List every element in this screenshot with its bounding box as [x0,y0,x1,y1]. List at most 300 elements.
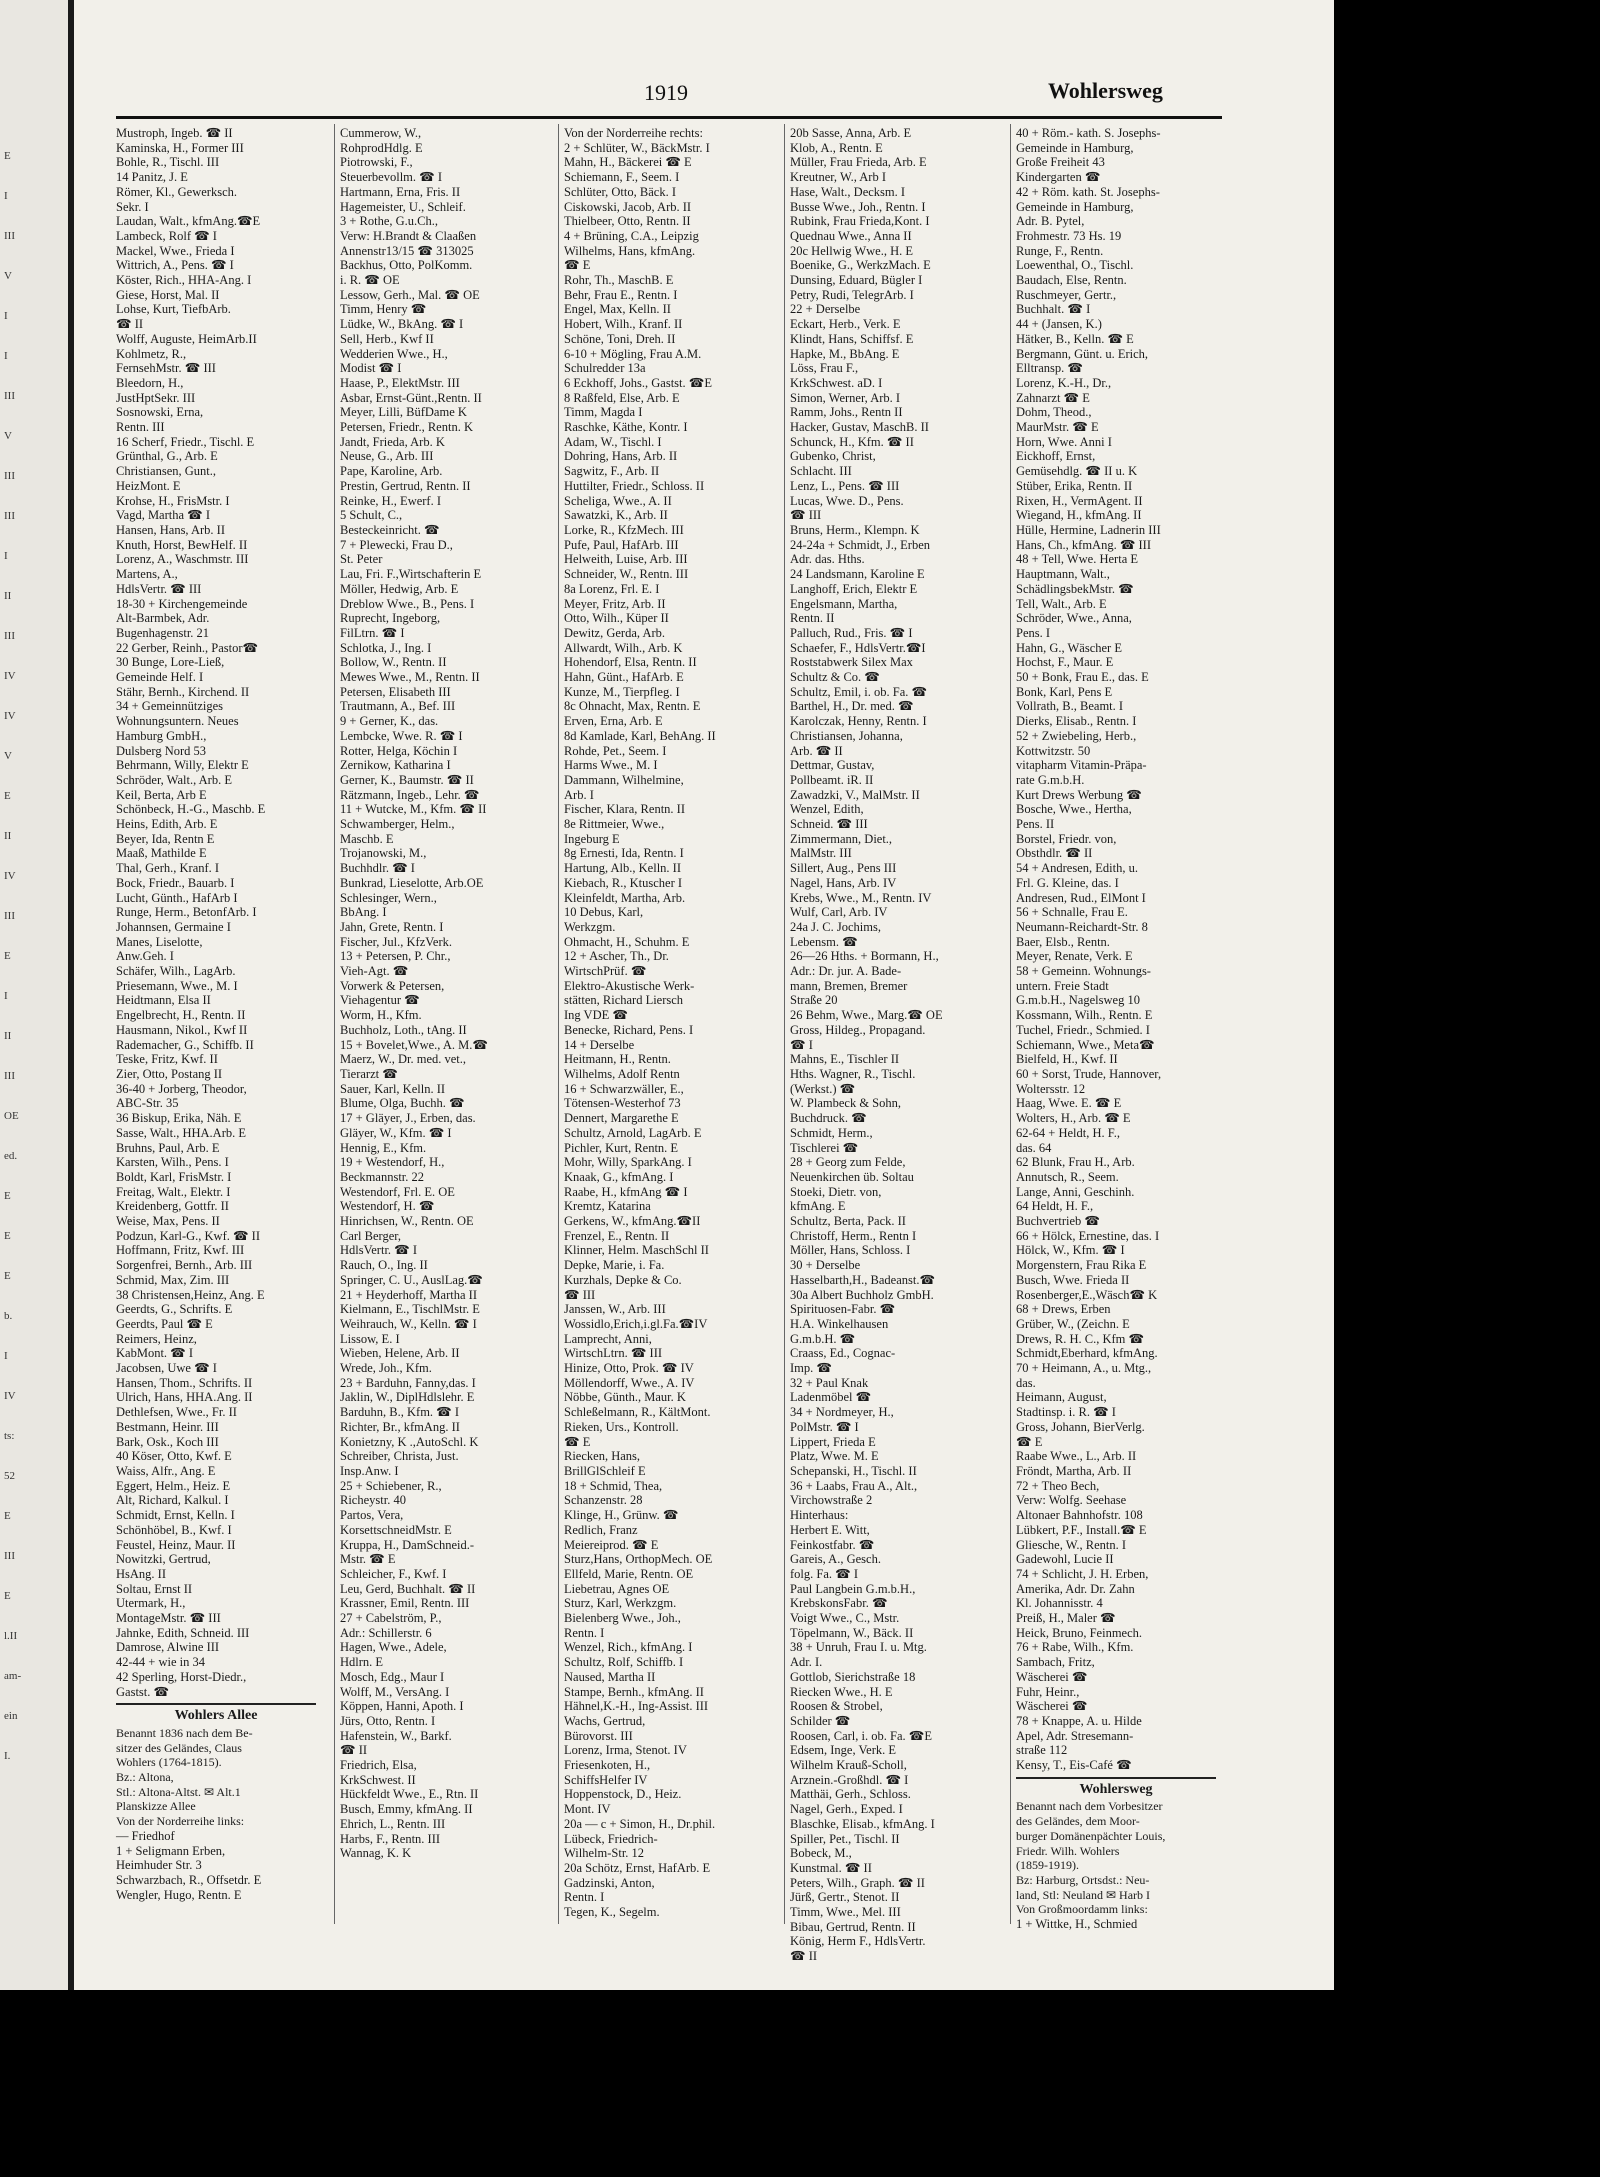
directory-entry: Roststabwerk Silex Max [790,655,913,670]
directory-entry: Schöne, Toni, Dreh. II [564,331,676,346]
directory-entry: Depke, Marie, i. Fa. [564,1258,665,1273]
directory-entry: Konietzny, K .,AutoSchl. K [340,1434,479,1449]
directory-entry: Schlesinger, Wern., [340,890,437,905]
directory-entry: Stähr, Bernh., Kirchend. II [116,684,250,699]
directory-entry: Anw.Geh. I [116,949,174,964]
directory-entry: Buchdruck. ☎ [790,1111,867,1126]
directory-entry: Keil, Berta, Arb E [116,787,207,802]
directory-entry: 8a Lorenz, Frl. E. I [564,581,660,596]
directory-entry: H.A. Winkelhausen [790,1316,889,1331]
directory-entry: Mahns, E., Tischler II [790,1052,900,1067]
directory-entry: Morgenstern, Frau Rika E [1016,1258,1147,1273]
directory-entry: Rademacher, G., Schiffb. II [116,1037,254,1052]
directory-entry: Bugenhagenstr. 21 [116,625,210,640]
previous-page-fragment: II [4,590,12,602]
directory-entry: Heimhuder Str. 3 [116,1858,202,1873]
directory-entry: Horn, Wwe. Anni I [1016,434,1112,449]
previous-page-fragment: E [4,1270,11,1282]
directory-entry: Werkzgm. [564,919,616,934]
directory-entry: Kunze, M., Tierpfleg. I [564,684,680,699]
directory-entry: Geerdts, G., Schrifts. E [116,1302,233,1317]
directory-entry: Hansen, Hans, Arb. II [116,522,226,537]
directory-entry: 34 + Gemeinnütziges [116,699,224,714]
directory-entry: Schlüter, Otto, Bäck. I [564,184,676,199]
directory-entry: Arb. I [564,787,594,802]
directory-entry: Bürovorst. III [564,1728,633,1743]
directory-entry: das. 64 [1016,1140,1052,1155]
directory-entry: Engelbrecht, H., Rentn. II [116,1008,246,1023]
directory-entry: Engelsmann, Martha, [790,596,898,611]
directory-entry: Rixen, H., VermAgent. II [1016,493,1143,508]
directory-entry: Allwardt, Wilh., Arb. K [564,640,683,655]
directory-entry: Ciskowski, Jacob, Arb. II [564,199,692,214]
directory-entry: Rosenberger,E.,Wäsch☎ K [1016,1287,1158,1302]
directory-entry: Platz, Wwe. M. E [790,1449,879,1464]
directory-entry: Besteckeinricht. ☎ [340,522,440,537]
directory-entry: Palluch, Rud., Fris. ☎ I [790,625,913,640]
directory-entry: Peters, Wilh., Graph. ☎ II [790,1875,925,1890]
directory-entry: 24-24a + Schmidt, J., Erben [790,537,931,552]
previous-page-fragment: 52 [4,1470,15,1482]
directory-entry: Scheliga, Wwe., A. II [564,493,672,508]
directory-entry: Möllendorff, Wwe., A. IV [564,1375,695,1390]
directory-entry: Bruhns, Paul, Arb. E [116,1140,220,1155]
directory-entry: Hacker, Gustav, MaschB. II [790,420,929,435]
directory-entry: 27 + Cabelström, P., [340,1611,442,1626]
directory-entry: Römer, Kl., Gewerksch. [116,184,237,199]
directory-entry: Leu, Gerd, Buchhalt. ☎ II [340,1581,476,1596]
directory-entry: Gareis, A., Gesch. [790,1552,881,1567]
street-note: (1859-1919). [1016,1858,1079,1873]
directory-entry: Rentn. I [564,1890,605,1905]
directory-entry: Reimers, Heinz, [116,1331,197,1346]
directory-entry: Mustroph, Ingeb. ☎ II [116,126,233,140]
directory-entry: Prestin, Gertrud, Rentn. II [340,478,471,493]
directory-entry: Timm, Henry ☎ [340,302,427,317]
directory-entry: Drews, R. H. C., Kfm ☎ [1016,1331,1145,1346]
directory-entry: 23 + Barduhn, Fanny,das. I [340,1375,476,1390]
directory-entry: Feinkostfabr. ☎ [790,1537,875,1552]
directory-entry: Rentn. II [790,611,835,626]
directory-entry: Lau, Fri. F.,Wirtschafterin E [340,567,482,582]
directory-entry: Schäfer, Wilh., LagArb. [116,964,236,979]
directory-entry: Elltransp. ☎ [1016,361,1083,376]
directory-entry: Wilhelm-Str. 12 [564,1846,645,1861]
directory-entry: Dunsing, Eduard, Bügler I [790,273,923,288]
directory-entry: Hobert, Wilh., Kranf. II [564,317,683,332]
directory-entry: 2 + Schlüter, W., BäckMstr. I [564,140,710,155]
directory-entry: Schlacht. III [790,464,852,479]
directory-entry: Janssen, W., Arb. III [564,1302,666,1317]
directory-entry: Adr. B. Pytel, [1016,214,1085,229]
previous-page-fragment: E [4,1510,11,1522]
directory-entry: HeizMont. E [116,478,181,493]
directory-entry: Carl Berger, [340,1228,402,1243]
directory-entry: Jahnke, Edith, Schneid. III [116,1625,250,1640]
directory-entry: Reinke, H., Ewerf. I [340,493,442,508]
directory-entry: Alt, Richard, Kalkul. I [116,1493,229,1508]
column-5 [1016,126,1216,1932]
directory-entry: untern. Freie Stadt [1016,978,1109,993]
directory-entry: 34 + Nordmeyer, H., [790,1405,894,1420]
directory-entry: Backhus, Otto, PolKomm. [340,258,473,273]
directory-entry: — Friedhof [116,1828,175,1843]
directory-entry: Timm, Magda I [564,405,643,420]
directory-entry: Meyer, Renate, Verk. E [1016,949,1133,964]
directory-entry: Schönbeck, H.-G., Maschb. E [116,802,266,817]
directory-entry: 11 + Wutcke, M., Kfm. ☎ II [340,802,487,817]
directory-entry: Viehagentur ☎ [340,993,420,1008]
directory-entry: Ellfeld, Marie, Rentn. OE [564,1566,694,1581]
directory-entry: Raabe, H., kfmAng ☎ I [564,1184,688,1199]
directory-entry: Richeystr. 40 [340,1493,406,1508]
directory-entry: Boenike, G., WerkzMach. E [790,258,931,273]
directory-entry: Lessow, Gerh., Mal. ☎ OE [340,287,480,302]
directory-entry: Grüber, W., (Zeichn. E [1016,1316,1130,1331]
directory-entry: 24a J. C. Jochims, [790,919,881,934]
directory-entry: Erven, Erna, Arb. E [564,714,663,729]
directory-entry: Löss, Frau F., [790,361,859,376]
directory-entry: 9 + Gerner, K., das. [340,714,439,729]
directory-entry: Edsem, Inge, Verk. E [790,1743,896,1758]
directory-entry: Borstel, Friedr. von, [1016,831,1117,846]
directory-entry: 78 + Knappe, A. u. Hilde [1016,1713,1142,1728]
directory-entry: Mohr, Willy, SparkAng. I [564,1155,692,1170]
directory-entry: Wenzel, Rich., kfmAng. I [564,1640,693,1655]
directory-entry: 66 + Hölck, Ernestine, das. I [1016,1228,1160,1243]
street-note: Friedr. Wilh. Wohlers [1016,1843,1120,1858]
directory-entry: Rätzmann, Ingeb., Lehr. ☎ [340,787,480,802]
directory-entry: Dammann, Wilhelmine, [564,772,684,787]
directory-entry: Hasselbarth,H., Badeanst.☎ [790,1272,936,1287]
directory-entry: Wedderien Wwe., H., [340,346,448,361]
directory-entry: Töpelmann, W., Bäck. II [790,1625,914,1640]
directory-entry: Lorenz, K.-H., Dr., [1016,375,1112,390]
directory-entry: Lüdke, W., BkAng. ☎ I [340,317,464,332]
directory-entry: JustHptSekr. III [116,390,196,405]
directory-entry: König, Herm F., HdlsVertr. [790,1934,926,1949]
previous-page-fragment: I [4,1350,8,1362]
directory-entry: Hinize, Otto, Prok. ☎ IV [564,1361,694,1376]
directory-entry: Hochst, F., Maur. E [1016,655,1114,670]
directory-entry: Dethlefsen, Wwe., Fr. II [116,1405,237,1420]
scan-margin-right [1334,0,1600,2177]
directory-entry: Eggert, Helm., Heiz. E [116,1478,231,1493]
directory-entry: 8e Rittmeier, Wwe., [564,817,665,832]
directory-entry: 17 + Gläyer, J., Erben, das. [340,1111,476,1126]
street-note: Von der Norderreihe links: [116,1814,245,1829]
directory-entry: Johannsen, Germaine I [116,919,231,934]
directory-entry: 70 + Heimann, A., u. Mtg., [1016,1361,1152,1376]
street-heading: Wohlers Allee [116,1703,316,1724]
street-note: Benannt nach dem Vorbesitzer [1016,1799,1163,1814]
directory-entry: Thal, Gerh., Kranf. I [116,861,220,876]
directory-entry: Hülle, Hermine, Ladnerin III [1016,522,1161,537]
directory-entry: Bock, Friedr., Bauarb. I [116,875,235,890]
directory-entry: Lucas, Wwe. D., Pens. [790,493,904,508]
directory-entry: Lambeck, Rolf ☎ I [116,228,217,243]
directory-entry: Utermark, H., [116,1596,186,1611]
directory-entry: Lissow, E. I [340,1331,400,1346]
directory-entry: Krebs, Wwe., M., Rentn. IV [790,890,932,905]
directory-entry: Runge, F., Rentn. [1016,243,1104,258]
directory-entry: Barthel, H., Dr. med. ☎ [790,699,914,714]
directory-entry: Soltau, Ernst II [116,1581,193,1596]
directory-entry: Gastst. ☎ [116,1684,170,1699]
directory-entry: St. Peter [340,552,383,567]
previous-page-fragment: OE [4,1110,19,1122]
directory-entry: Naused, Martha II [564,1669,656,1684]
directory-entry: Hdlrn. E [340,1655,384,1670]
directory-entry: Kohlmetz, R., [116,346,187,361]
directory-entry: 38 Christensen,Heinz, Ang. E [116,1287,265,1302]
directory-entry: Timm, Wwe., Mel. III [790,1905,901,1920]
directory-entry: BrillGlSchleif E [564,1463,646,1478]
directory-entry: Haag, Wwe. E. ☎ E [1016,1096,1122,1111]
directory-entry: Buchhalt. ☎ I [1016,302,1091,317]
directory-entry: Zimmermann, Diet., [790,831,893,846]
directory-entry: Spirituosen-Fabr. ☎ [790,1302,896,1317]
directory-entry: Stadtinsp. i. R. ☎ I [1016,1405,1116,1420]
directory-entry: Dewitz, Gerda, Arb. [564,625,666,640]
directory-entry: SchiffsHelfer IV [564,1772,648,1787]
directory-entry: Hans, Ch., kfmAng. ☎ III [1016,537,1151,552]
directory-entry: 42-44 + wie in 34 [116,1655,205,1670]
directory-entry: Schiemann, F., Seem. I [564,170,680,185]
directory-entry: Heimann, August, [1016,1390,1107,1405]
directory-entry: Friesenkoten, H., [564,1758,651,1773]
directory-entry: Arb. ☎ II [790,743,843,758]
directory-entry: Meyer, Fritz, Arb. II [564,596,666,611]
directory-entry: Karolczak, Henny, Rentn. I [790,714,927,729]
directory-entry: das. [1016,1375,1036,1390]
directory-entry: Roosen, Carl, i. ob. Fa. ☎E [790,1728,932,1743]
directory-entry: 24 Landsmann, Karoline E [790,567,925,582]
directory-entry: Craass, Ed., Cognac- [790,1346,896,1361]
directory-entry: Manes, Liselotte, [116,934,203,949]
directory-entry: Krassner, Emil, Rentn. III [340,1596,470,1611]
directory-entry: Tegen, K., Segelm. [564,1905,660,1920]
directory-entry: Gerner, K., Baumstr. ☎ II [340,772,474,787]
directory-entry: Friedrich, Elsa, [340,1758,417,1773]
directory-entry: Partos, Vera, [340,1508,404,1523]
directory-entry: Steuerbevollm. ☎ I [340,170,443,185]
directory-entry: 20a — c + Simon, H., Dr.phil. [564,1816,716,1831]
previous-page-fragment: V [4,270,12,282]
previous-page-fragment: E [4,950,11,962]
directory-entry: Wäscherei ☎ [1016,1699,1088,1714]
directory-entry: Ulrich, Hans, HHA.Ang. II [116,1390,253,1405]
directory-entry: Maaß, Mathilde E [116,846,207,861]
directory-entry: Westendorf, Frl. E. OE [340,1184,455,1199]
directory-entry: Ramm, Johs., Rentn II [790,405,903,420]
directory-entry: Christiansen, Johanna, [790,728,903,743]
directory-entry: folg. Fa. ☎ I [790,1566,858,1581]
directory-entry: Gross, Johann, BierVerlg. [1016,1419,1145,1434]
directory-entry: 1 + Seligmann Erben, [116,1843,226,1858]
running-head-street: Wohlersweg [1048,78,1163,103]
directory-entry: Gadzinski, Anton, [564,1875,655,1890]
directory-entry: Adr.: Dr. jur. A. Bade- [790,964,902,979]
directory-entry: Frohmestr. 73 Hs. 19 [1016,228,1122,243]
previous-page-fragment: ed. [4,1150,18,1162]
directory-entry: Fröndt, Martha, Arb. II [1016,1463,1132,1478]
directory-entry: Feustel, Heinz, Maur. II [116,1537,236,1552]
directory-entry: Schleicher, F., Kwf. I [340,1566,447,1581]
directory-entry: Vagd, Martha ☎ I [116,508,211,523]
directory-entry: ☎ I [790,1037,813,1052]
directory-entry: PolMstr. ☎ I [790,1419,859,1434]
directory-entry: Podzun, Karl-G., Kwf. ☎ II [116,1228,261,1243]
directory-entry: Gläyer, W., Kfm. ☎ I [340,1125,452,1140]
directory-entry: Lamprecht, Anni, [564,1331,652,1346]
directory-entry: 26 Behm, Wwe., Marg.☎ OE [790,1008,943,1023]
directory-entry: Eckart, Herb., Verk. E [790,317,901,332]
directory-entry: Wohnungsuntern. Neues [116,714,239,729]
directory-entry: Sambach, Fritz, [1016,1655,1095,1670]
directory-entry: Thielbeer, Otto, Rentn. II [564,214,691,229]
directory-entry: Baer, Elsb., Rentn. [1016,934,1110,949]
directory-entry: Hückfeldt Wwe., E., Rtn. II [340,1787,479,1802]
directory-entry: Hahn, Günt., HafArb. E [564,670,684,685]
directory-entry: 62 Blunk, Frau H., Arb. [1016,1155,1135,1170]
column-divider [1010,124,1011,1924]
directory-entry: Verw: H.Brandt & Claaßen [340,228,477,243]
column-divider [784,124,785,1924]
directory-entry: Rubink, Frau Frieda,Kont. I [790,214,930,229]
directory-entry: KrebskonsFabr. ☎ [790,1596,888,1611]
directory-entry: Schmidt, Ernst, Kelln. I [116,1508,235,1523]
directory-entry: Sturz,Hans, OrthopMech. OE [564,1552,713,1567]
directory-entry: Wolff, M., VersAng. I [340,1684,450,1699]
street-note: Bz.: Altona, [116,1770,174,1785]
previous-page-fragment: I [4,190,8,202]
directory-entry: Waiss, Alfr., Ang. E [116,1463,216,1478]
directory-entry: Straße 20 [790,993,838,1008]
directory-entry: Schultz, Berta, Pack. II [790,1214,906,1229]
directory-entry: MaurMstr. ☎ E [1016,420,1099,435]
directory-entry: Frl. G. Kleine, das. I [1016,875,1119,890]
previous-page-fragment: III [4,230,15,242]
directory-entry: 20a Schötz, Ernst, HafArb. E [564,1860,711,1875]
directory-entry: Sasse, Walt., HHA.Arb. E [116,1125,246,1140]
directory-entry: Fischer, Jul., KfzVerk. [340,934,452,949]
directory-entry: Raabe Wwe., L., Arb. II [1016,1449,1137,1464]
directory-entry: ☎ E [1016,1434,1043,1449]
directory-entry: Vorwerk & Petersen, [340,978,445,993]
directory-entry: Kottwitzstr. 50 [1016,743,1091,758]
directory-entry: Asbar, Ernst-Günt.,Rentn. II [340,390,482,405]
directory-entry: Rieken, Urs., Kontroll. [564,1419,679,1434]
directory-entry: Jürs, Otto, Rentn. I [340,1713,436,1728]
directory-entry: 22 Gerber, Reinh., Pastor☎ [116,640,259,655]
directory-entry: Kruppa, H., DamSchneid.- [340,1537,474,1552]
previous-page-fragment: III [4,1550,15,1562]
directory-entry: KrkSchwest. aD. I [790,375,883,390]
directory-entry: Schunck, H., Kfm. ☎ II [790,434,914,449]
directory-entry: Springer, C. U., AuslLag.☎ [340,1272,483,1287]
directory-entry: rate G.m.b.H. [1016,772,1085,787]
directory-entry: Weise, Max, Pens. II [116,1214,220,1229]
directory-entry: Wilhelms, Hans, kfmAng. [564,243,696,258]
directory-entry: HsAng. II [116,1566,166,1581]
directory-entry: Tötensen-Westerhof 73 [564,1096,681,1111]
directory-entry: 8c Ohnacht, Max, Rentn. E [564,699,701,714]
directory-entry: Hennig, E., Kfm. [340,1140,427,1155]
directory-entry: Huttilter, Friedr., Schloss. II [564,478,705,493]
directory-entry: Karsten, Wilh., Pens. I [116,1155,229,1170]
directory-entry: Bibau, Gertrud, Rentn. II [790,1919,916,1934]
directory-entry: 16 Scherf, Friedr., Tischl. E [116,434,255,449]
directory-entry: Kunstmal. ☎ II [790,1860,872,1875]
directory-entry: Westendorf, H. ☎ [340,1199,435,1214]
directory-entry: Heidtmann, Elsa II [116,993,211,1008]
street-note: Benannt 1836 nach dem Be- [116,1725,253,1740]
directory-entry: 42 + Röm. kath. St. Josephs- [1016,184,1160,199]
directory-entry: Ingeburg E [564,831,620,846]
directory-entry: Fuhr, Heinr., [1016,1684,1080,1699]
column-3 [564,126,764,1926]
directory-entry: Hinrichsen, W., Rentn. OE [340,1214,474,1229]
directory-entry: Nowitzki, Gertrud, [116,1552,211,1567]
directory-entry: 72 + Theo Bech, [1016,1478,1100,1493]
directory-entry: Sawatzki, K., Arb. II [564,508,668,523]
directory-entry: 14 Panitz, J. E [116,170,188,185]
previous-page-fragment: III [4,910,15,922]
directory-entry: stätten, Richard Liersch [564,993,684,1008]
directory-entry: Schneider, W., Rentn. III [564,567,689,582]
previous-page-fragment: I [4,990,8,1002]
directory-entry: Barduhn, B., Kfm. ☎ I [340,1405,460,1420]
directory-entry: 42 Sperling, Horst-Diedr., [116,1669,247,1684]
directory-entry: Lange, Anni, Geschinh. [1016,1184,1135,1199]
directory-entry: Schneid. ☎ III [790,817,868,832]
previous-page-fragment: E [4,150,11,162]
directory-entry: mann, Bremen, Bremer [790,978,908,993]
directory-entry: Hartung, Alb., Kelln. II [564,861,681,876]
directory-entry: Tischlerei ☎ [790,1140,859,1155]
directory-entry: Jandt, Frieda, Arb. K [340,434,445,449]
directory-entry: Lübkert, P.F., Install.☎ E [1016,1522,1147,1537]
directory-entry: RohprodHdlg. E [340,140,423,155]
book-gutter [68,0,74,1990]
directory-entry: Elektro-Akustische Werk- [564,978,695,993]
directory-entry: ☎ II [116,317,144,332]
directory-entry: Ehrich, L., Rentn. III [340,1816,446,1831]
directory-entry: Beyer, Ida, Rentn E [116,831,215,846]
previous-page-fragment: III [4,510,15,522]
directory-entry: Hansen, Thom., Schrifts. II [116,1375,253,1390]
previous-page-fragment: I. [4,1750,11,1762]
page-number: 1919 [644,80,688,105]
directory-entry: Schlotka, J., Ing. I [340,640,432,655]
directory-entry: Hoppenstock, D., Heiz. [564,1787,682,1802]
directory-entry: Klinner, Helm. MaschSchl II [564,1243,709,1258]
directory-entry: Gemüsehdlg. ☎ II u. K [1016,464,1138,479]
directory-entry: 36-40 + Jorberg, Theodor, [116,1081,247,1096]
directory-entry: Gemeinde in Hamburg, [1016,140,1134,155]
directory-entry: Rohde, Pet., Seem. I [564,743,667,758]
directory-entry: 54 + Andresen, Edith, u. [1016,861,1138,876]
previous-page-fragment: ein [4,1710,18,1722]
directory-entry: Hagen, Wwe., Adele, [340,1640,447,1655]
directory-entry: Kurzhals, Depke & Co. [564,1272,682,1287]
directory-entry: Lübeck, Friedrich- [564,1831,658,1846]
directory-entry: Engel, Max, Kelln. II [564,302,671,317]
previous-page-fragment: I [4,350,8,362]
directory-entry: Schepanski, H., Tischl. II [790,1463,917,1478]
directory-entry: Behr, Frau E., Rentn. I [564,287,678,302]
